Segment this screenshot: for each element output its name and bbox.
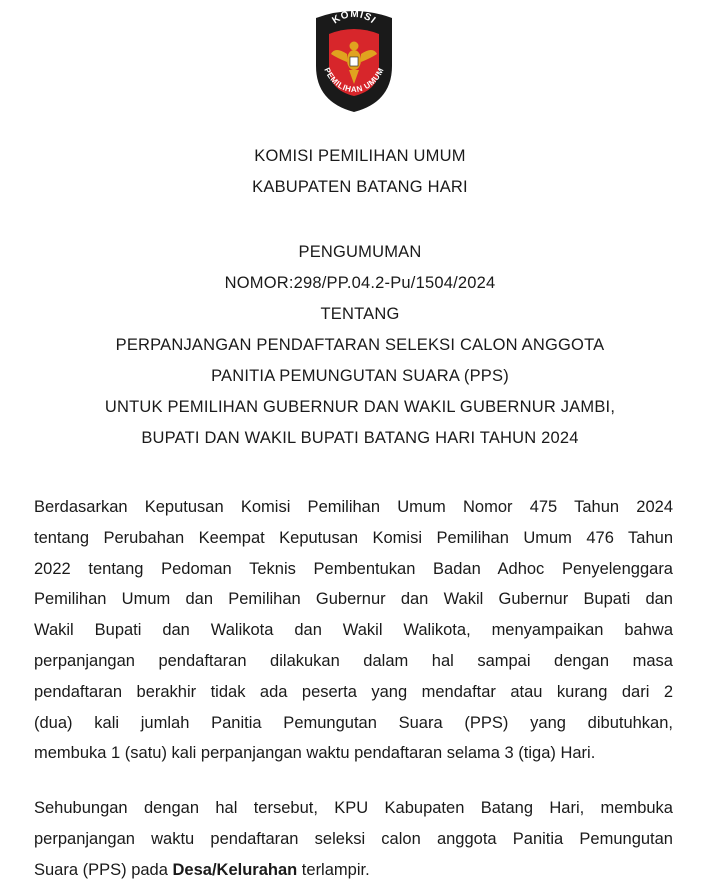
announcement-number: NOMOR:298/PP.04.2-Pu/1504/2024 bbox=[224, 274, 496, 292]
paragraph-line: Pemilihan Umum dan Pemilihan Gubernur dan Wakil Gubernur Bupati dan bbox=[34, 590, 673, 609]
paragraph-line: tentang Perubahan Keempat Keputusan Komisi Pemilihan Umum 476 Tahun bbox=[34, 528, 673, 547]
logo-top-text: KOMISI bbox=[330, 8, 378, 27]
logo-bottom-text: PEMILIHAN UMUM bbox=[322, 66, 386, 95]
paragraph-line: perpanjangan waktu pendaftaran seleksi calon anggota Panitia Pemungutan bbox=[34, 829, 673, 848]
paragraph-line: perpanjangan pendaftaran dilakukan dalam hal sampai dengan masa bbox=[34, 651, 673, 670]
announcement-about: TENTANG bbox=[320, 305, 400, 323]
org-name: KOMISI PEMILIHAN UMUM bbox=[254, 147, 466, 165]
org-region: KABUPATEN BATANG HARI bbox=[252, 178, 468, 196]
paragraph-last-line bbox=[34, 855, 673, 886]
paragraph-line: 2022 tentang Pedoman Teknis Pembentukan Badan Adhoc Penyelenggara bbox=[34, 559, 673, 578]
announcement-header bbox=[0, 237, 720, 454]
kpu-logo bbox=[313, 8, 395, 114]
paragraph-text: terlampir. bbox=[297, 860, 370, 879]
announcement-title-line: PANITIA PEMUNGUTAN SUARA (PPS) bbox=[211, 367, 509, 385]
paragraph-line: Berdasarkan Keputusan Komisi Pemilihan Umum Nomor 475 Tahun 2024 bbox=[34, 498, 673, 516]
paragraph-line: membuka 1 (satu) kali perpanjangan waktu pendaftaran selama 3 (tiga) Hari. bbox=[34, 744, 596, 763]
paragraph-line: Wakil Bupati dan Walikota dan Wakil Walikota, menyampaikan bahwa bbox=[34, 621, 673, 640]
body-paragraph-2 bbox=[34, 793, 673, 885]
announcement-title-line: UNTUK PEMILIHAN GUBERNUR DAN WAKIL GUBERNUR JAMBI, bbox=[104, 398, 616, 416]
announcement-type: PENGUMUMAN bbox=[298, 243, 422, 261]
village-emphasis: Desa/Kelurahan bbox=[172, 860, 298, 879]
organization-header bbox=[0, 141, 720, 203]
paragraph-line: (dua) kali jumlah Panitia Pemungutan Suara (PPS) yang dibutuhkan, bbox=[34, 713, 673, 732]
paragraph-line: pendaftaran berakhir tidak ada peserta yang mendaftar atau kurang dari 2 bbox=[34, 682, 673, 701]
announcement-title-line: PERPANJANGAN PENDAFTARAN SELEKSI CALON ANGGOTA bbox=[115, 336, 605, 354]
announcement-title-line: BUPATI DAN WAKIL BUPATI BATANG HARI TAHUN 2024 bbox=[141, 429, 579, 447]
paragraph-text: Suara (PPS) pada bbox=[34, 860, 173, 879]
paragraph-line: Sehubungan dengan hal tersebut, KPU Kabupaten Batang Hari, membuka bbox=[34, 799, 673, 817]
body-paragraph-1 bbox=[34, 492, 673, 769]
garuda-shield bbox=[350, 57, 358, 66]
